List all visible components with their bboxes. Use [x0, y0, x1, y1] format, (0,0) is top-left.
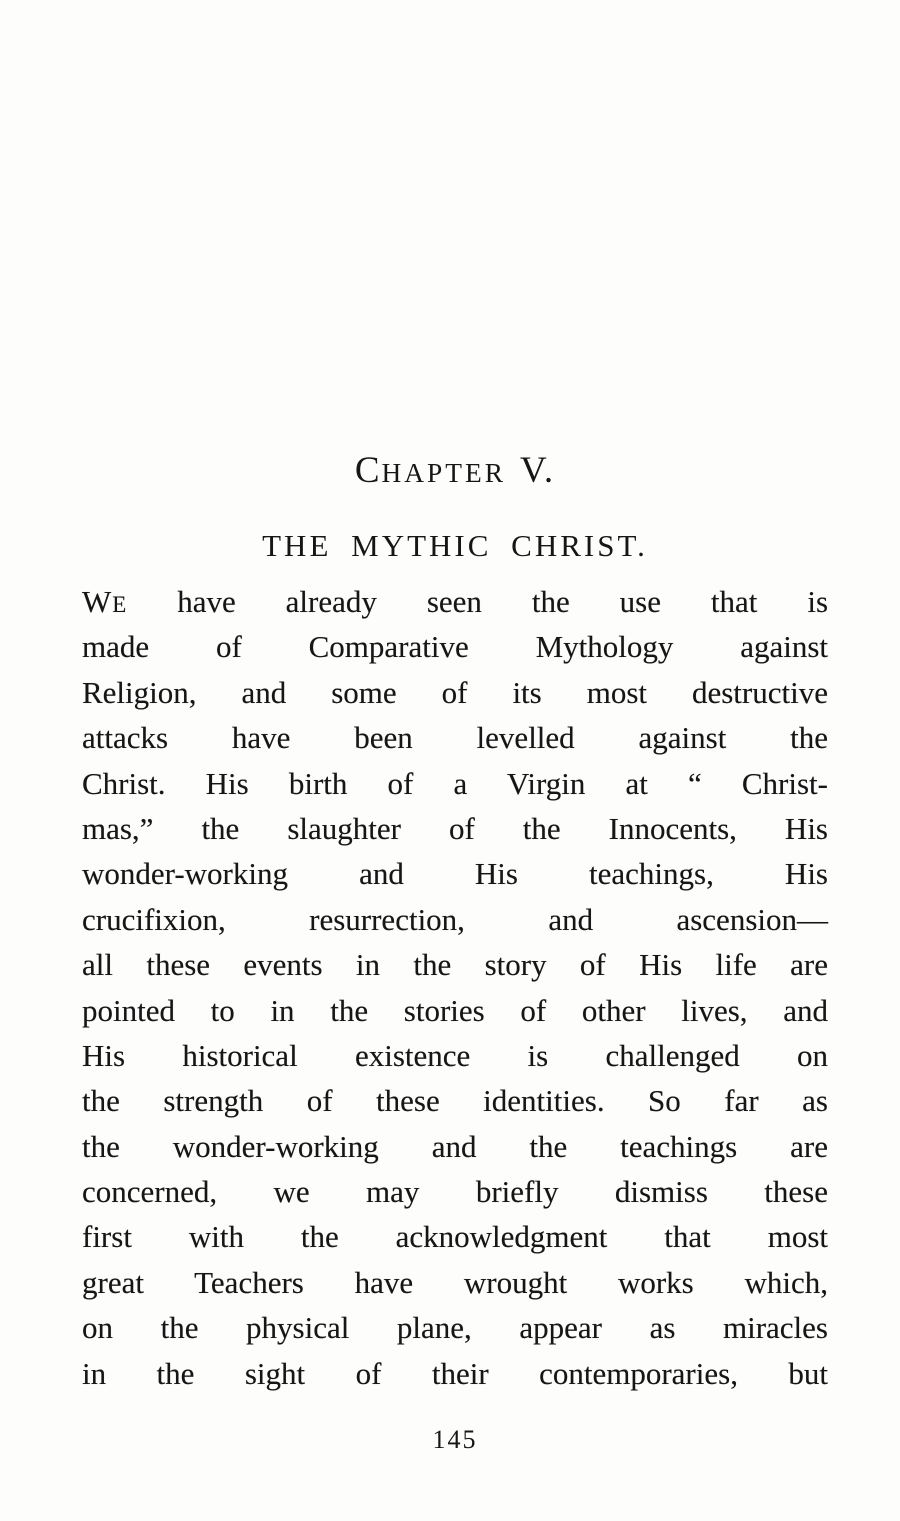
section-title: THE MYTHIC CHRIST.	[262, 528, 648, 563]
chapter-heading	[82, 448, 828, 496]
paragraph-line: attacks have been levelled against the	[82, 720, 828, 756]
paragraph-line: great Teachers have wrought works which,	[82, 1264, 828, 1300]
chapter-heading-initial: C	[354, 450, 382, 491]
paragraph-line: first with the acknowledgment that most	[82, 1219, 828, 1255]
paragraph-line: made of Comparative Mythology against	[82, 629, 828, 665]
page-number: 145	[432, 1425, 478, 1454]
paragraph-line: mas,” the slaughter of the Innocents, His	[82, 810, 828, 846]
paragraph-line	[82, 579, 828, 624]
paragraph-line: concerned, we may briefly dismiss these	[82, 1174, 828, 1210]
paragraph-line: pointed to in the stories of other lives, and	[82, 992, 828, 1028]
opening-word-small-caps: E	[112, 592, 128, 617]
chapter-heading-small-caps: HAPTER	[381, 458, 506, 488]
body-paragraph	[82, 579, 828, 1396]
paragraph-line: on the physical plane, appear as miracles	[82, 1310, 828, 1346]
paragraph-line: the strength of these identities. So far as	[82, 1083, 828, 1119]
paragraph-line: Christ. His birth of a Virgin at “ Christ-	[82, 765, 828, 801]
chapter-number: V.	[519, 450, 556, 491]
paragraph-line: all these events in the story of His life are	[82, 947, 828, 983]
opening-word-initial: W	[82, 584, 113, 619]
paragraph-line: in the sight of their contemporaries, but	[82, 1355, 828, 1391]
paragraph-line: crucifixion, resurrection, and ascension—	[82, 901, 828, 937]
paragraph-line: Religion, and some of its most destructive	[82, 674, 828, 710]
paragraph-line-text: have already seen the use that is	[177, 584, 829, 619]
paragraph-line: the wonder-working and the teachings are	[82, 1128, 828, 1164]
paragraph-line: wonder-working and His teachings, His	[82, 856, 828, 892]
paragraph-line: His historical existence is challenged on	[82, 1037, 828, 1073]
